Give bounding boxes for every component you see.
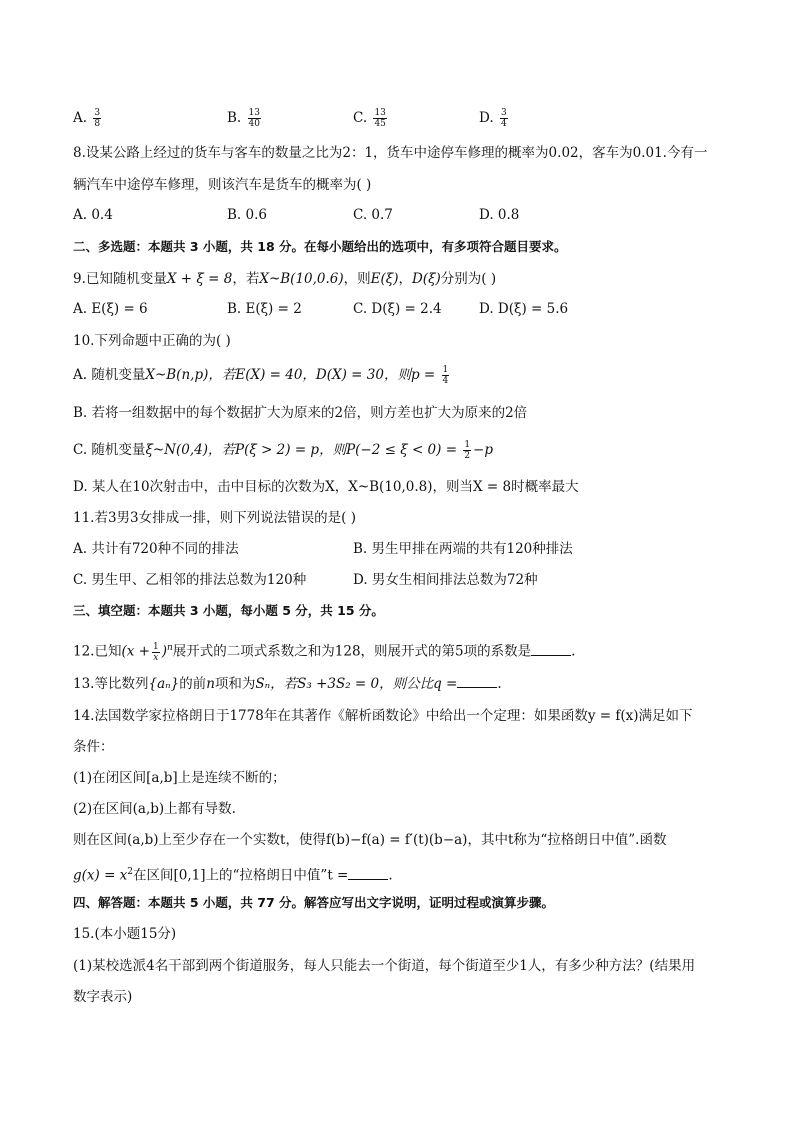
q12-stem bbox=[73, 638, 575, 663]
answer-blank bbox=[531, 643, 571, 656]
q8-line-2: 辆汽车中途停车修理，则该汽车是货车的概率为( ) bbox=[73, 177, 372, 193]
text: 项和为 bbox=[214, 676, 256, 692]
q14-line-1: 14.法国数学家拉格朗日于1778年在其著作《解析函数论》中给出一个定理：如果函数y = f(x)满足如下 bbox=[73, 708, 693, 724]
math: X~B(n,p)，若E(X) = 40，D(X) = 30，则p = bbox=[145, 367, 436, 383]
q9-option-a: A. E(ξ) = 6 bbox=[73, 301, 148, 317]
text: . bbox=[497, 676, 502, 692]
math: ξ~N(0,4)，若P(ξ > 2) = p，则P(−2 ≤ ξ < 0) = bbox=[145, 442, 458, 458]
q11-stem: 11.若3男3女排成一排，则下列说法错误的是( ) bbox=[73, 510, 356, 526]
text: 分别为( ) bbox=[440, 271, 497, 287]
text: 13.等比数列 bbox=[73, 676, 149, 692]
q8-line-1: 8.设某公路上经过的货车与客车的数量之比为2：1，货车中途停车修理的概率为0.02，客车为0.01.今有一 bbox=[73, 145, 708, 161]
math: X~B(10,0.6) bbox=[259, 271, 344, 287]
q11-option-a: A. 共计有720种不同的排法 bbox=[73, 541, 239, 557]
q11-option-d: D. 男女生相间排法总数为72种 bbox=[353, 572, 538, 588]
text: 展开式的二项式系数之和为128，则展开式的第5项的系数是 bbox=[172, 643, 532, 660]
q9-option-d: D. D(ξ) = 5.6 bbox=[479, 301, 569, 317]
q11-option-c: C. 男生甲、乙相邻的排法总数为120种 bbox=[73, 572, 307, 588]
q8-option-a: A. 0.4 bbox=[73, 207, 113, 223]
option-label: D. bbox=[479, 110, 494, 126]
q9-stem bbox=[73, 269, 496, 289]
q14-line-5: 则在区间(a,b)上至少存在一个实数t，使得f(b)−f(a) = f′(t)(b−a)，其中t称为“拉格朗日中值”.函数 bbox=[73, 832, 667, 848]
q15-heading: 15.(本小题15分) bbox=[73, 926, 177, 942]
text: 在区间[0,1]上的“拉格朗日中值”t = bbox=[133, 867, 349, 884]
text: 的前 bbox=[179, 676, 207, 692]
section-heading-solutions: 四、解答题：本题共 5 小题，共 77 分。解答应写出文字说明，证明过程或演算步骤。 bbox=[73, 895, 555, 910]
answer-blank bbox=[348, 867, 388, 880]
text: 9.已知随机变量 bbox=[73, 271, 167, 287]
exponent: 2 bbox=[127, 867, 134, 877]
fraction: $\frac{1}{2}$ bbox=[464, 440, 471, 461]
text: . bbox=[388, 867, 393, 884]
option-label: A. bbox=[73, 110, 88, 126]
q7-option-c bbox=[353, 108, 389, 129]
answer-blank bbox=[457, 675, 497, 688]
math: ，若S₃ +3S₂ = 0，则公比q = bbox=[270, 676, 458, 692]
q7-option-d bbox=[479, 108, 510, 129]
q10-option-b: B. 若将一组数据中的每个数据扩大为原来的2倍，则方差也扩大为原来的2倍 bbox=[73, 405, 528, 421]
math: g(x) = x bbox=[73, 867, 128, 884]
q7-option-a bbox=[73, 108, 103, 129]
math: (x + bbox=[121, 643, 150, 660]
fraction: $\frac{1}{x}$ bbox=[152, 641, 159, 663]
q15-line-1: (1)某校选派4名干部到两个街道服务，每人只能去一个街道，每个街道至少1人，有多少种方法？(结果用 bbox=[73, 958, 696, 974]
math: Sₙ bbox=[255, 676, 271, 692]
text: A. 随机变量 bbox=[73, 367, 146, 383]
math: X + ξ = 8 bbox=[166, 271, 233, 287]
q15-line-2: 数字表示) bbox=[73, 989, 133, 1005]
fraction: $\frac{1}{4}$ bbox=[442, 365, 449, 386]
exponent: n bbox=[166, 643, 173, 653]
text: ，则 bbox=[343, 271, 371, 287]
q14-line-2: 条件： bbox=[73, 739, 114, 755]
q14-line-6 bbox=[73, 862, 393, 886]
q8-option-c: C. 0.7 bbox=[353, 207, 393, 223]
text: 12.已知 bbox=[73, 643, 122, 660]
q7-option-b bbox=[227, 108, 263, 129]
section-heading-multiple-choice: 二、多选题：本题共 3 小题，共 18 分。在每小题给出的选项中，有多项符合题目要求。 bbox=[73, 239, 567, 254]
math: D(ξ) bbox=[411, 271, 441, 287]
q8-option-b: B. 0.6 bbox=[227, 207, 267, 223]
math: E(ξ) bbox=[370, 271, 399, 287]
option-label: B. bbox=[227, 110, 242, 126]
q10-option-a bbox=[73, 365, 451, 386]
option-label: C. bbox=[353, 110, 368, 126]
q8-option-d: D. 0.8 bbox=[479, 207, 520, 223]
math: ) bbox=[161, 643, 167, 660]
q10-option-d: D. 某人在10次射击中，击中目标的次数为X，X~B(10,0.8)，则当X = 8时概率最大 bbox=[73, 479, 579, 495]
fraction: $\frac{13}{40}$ bbox=[248, 108, 260, 129]
q10-stem: 10.下列命题中正确的为( ) bbox=[73, 333, 231, 349]
text: ， bbox=[398, 271, 412, 287]
text: ，若 bbox=[232, 271, 260, 287]
math: n bbox=[206, 676, 215, 692]
fraction: $\frac{3}{4}$ bbox=[500, 108, 507, 129]
q14-line-3: (1)在闭区间[a,b]上是连续不断的； bbox=[73, 770, 286, 786]
q14-line-4: (2)在区间(a,b)上都有导数. bbox=[73, 801, 236, 817]
q9-option-b: B. E(ξ) = 2 bbox=[227, 301, 302, 317]
math: −p bbox=[473, 442, 494, 458]
section-heading-fill-blank: 三、填空题：本题共 3 小题，每小题 5 分，共 15 分。 bbox=[73, 603, 384, 618]
q10-option-c bbox=[73, 440, 493, 461]
text: . bbox=[571, 643, 576, 660]
fraction: $\frac{3}{8}$ bbox=[94, 108, 101, 129]
text: C. 随机变量 bbox=[73, 442, 146, 458]
q13-stem bbox=[73, 674, 502, 694]
fraction: $\frac{13}{45}$ bbox=[374, 108, 386, 129]
q11-option-b: B. 男生甲排在两端的共有120种排法 bbox=[353, 541, 573, 557]
q9-option-c: C. D(ξ) = 2.4 bbox=[353, 301, 442, 317]
math: {aₙ} bbox=[148, 676, 180, 692]
